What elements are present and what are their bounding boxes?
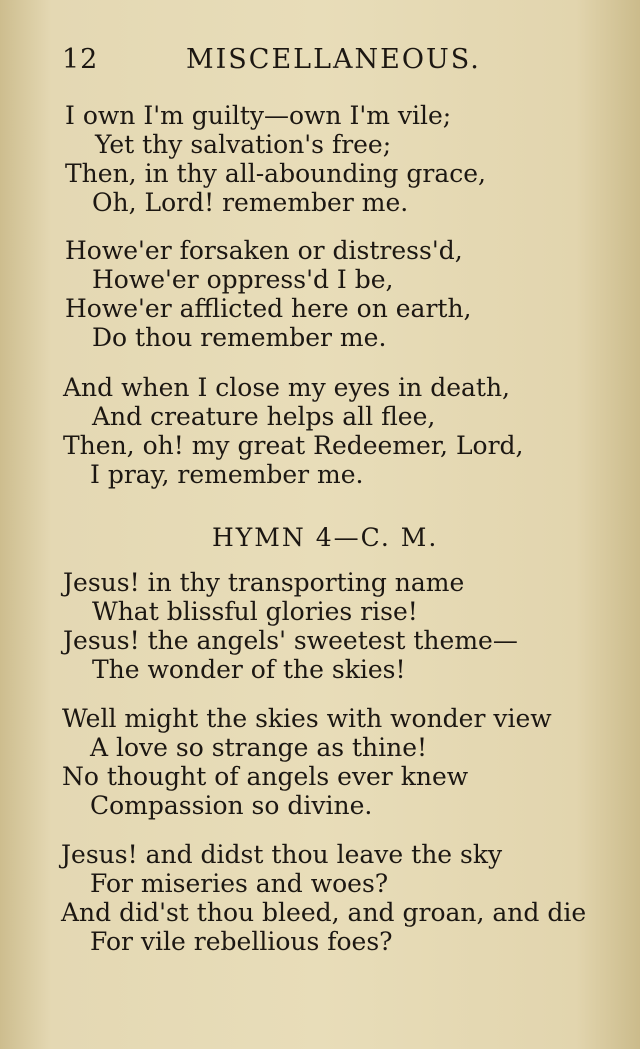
verse-line: Then, oh! my great Redeemer, Lord,	[63, 431, 524, 460]
verse-line: Howe'er oppress'd I be,	[92, 265, 394, 294]
page-number: 12	[62, 44, 99, 75]
hymn-title: HYMN 4—C. M.	[212, 523, 439, 552]
verse-line: For vile rebellious foes?	[90, 927, 393, 956]
verse-line: Do thou remember me.	[92, 323, 387, 352]
verse-line: What blissful glories rise!	[92, 597, 418, 626]
verse-line: I pray, remember me.	[90, 460, 364, 489]
running-head: MISCELLANEOUS.	[186, 44, 481, 75]
verse-line: Compassion so divine.	[90, 791, 373, 820]
verse-line: For miseries and woes?	[90, 869, 389, 898]
verse-line: Jesus! in thy transporting name	[63, 568, 465, 597]
verse-line: And did'st thou bleed, and groan, and die	[61, 898, 587, 927]
verse-line: Howe'er forsaken or distress'd,	[65, 236, 463, 265]
verse-line: A love so strange as thine!	[90, 733, 428, 762]
verse-line: Howe'er afflicted here on earth,	[65, 294, 472, 323]
verse-line: Jesus! the angels' sweetest theme—	[63, 626, 518, 655]
verse-line: Yet thy salvation's free;	[95, 130, 392, 159]
verse-line: I own I'm guilty—own I'm vile;	[65, 101, 452, 130]
verse-line: The wonder of the skies!	[92, 655, 406, 684]
verse-line: Oh, Lord! remember me.	[92, 188, 409, 217]
verse-line: Jesus! and didst thou leave the sky	[61, 840, 503, 869]
verse-line: And creature helps all flee,	[92, 402, 436, 431]
verse-line: No thought of angels ever knew	[62, 762, 469, 791]
page-header	[62, 44, 482, 80]
verse-line: Well might the skies with wonder view	[62, 704, 552, 733]
verse-line: Then, in thy all-abounding grace,	[65, 159, 486, 188]
verse-line: And when I close my eyes in death,	[63, 373, 510, 402]
